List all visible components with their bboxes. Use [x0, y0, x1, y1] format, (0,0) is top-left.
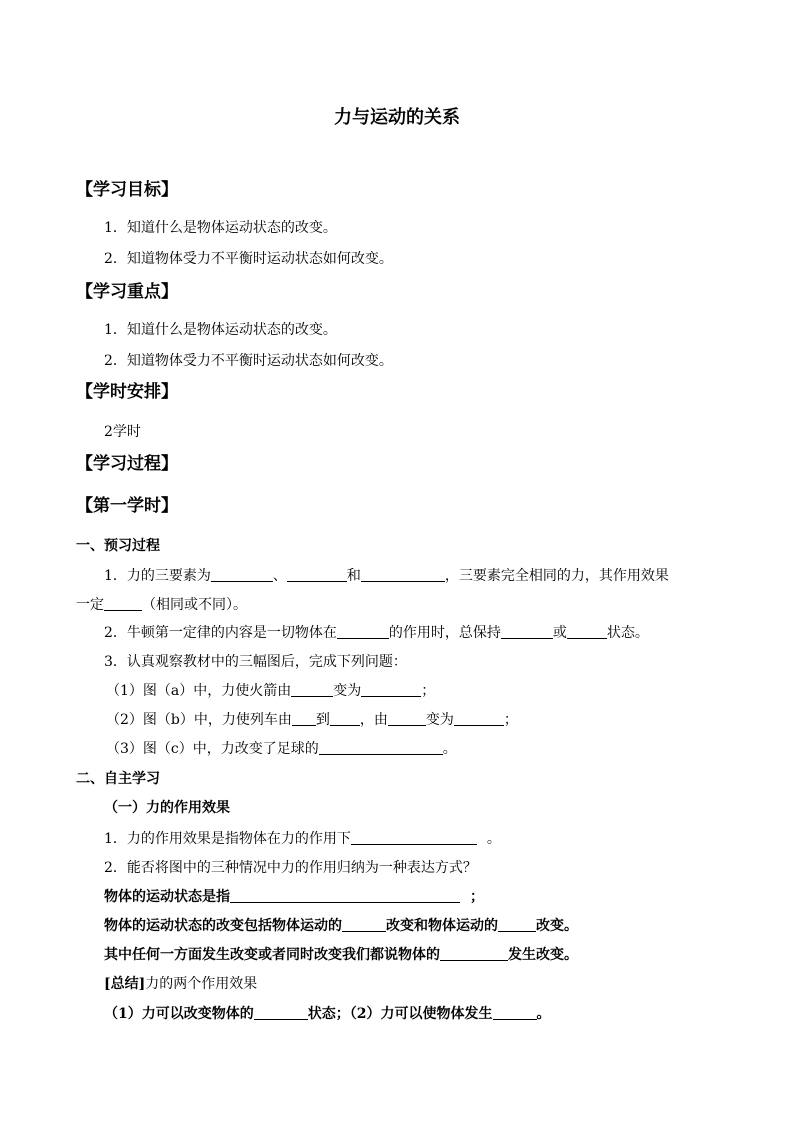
- objectives-heading: 【学习目标】: [76, 180, 178, 200]
- question-text: 1．力的作用效果是指物体在力的作用下: [104, 831, 351, 847]
- answer-blank[interactable]: [351, 830, 477, 845]
- effect-text: （1）力可以改变物体的: [104, 1006, 254, 1022]
- answer-blank[interactable]: [230, 888, 460, 903]
- focus-item: 1．知道什么是物体运动状态的改变。: [104, 322, 337, 338]
- schedule-text: 2学时: [104, 424, 141, 440]
- question-text: 到: [315, 712, 330, 728]
- statement-2: [104, 916, 578, 936]
- statement-text: 改变和物体运动的: [386, 918, 498, 934]
- answer-blank[interactable]: [361, 567, 445, 582]
- question-text: 或: [552, 625, 567, 641]
- question-text: （2）图（b）中，力使列车由: [106, 712, 292, 728]
- effect-text: 状态；（2）力可以使物体发生: [307, 1006, 493, 1022]
- statement-text: 其中任何一方面发生改变或者同时改变我们都说物体的: [104, 947, 440, 963]
- summary-line: [104, 974, 257, 994]
- document-title: 力与运动的关系: [334, 107, 460, 128]
- effects-line: [104, 1004, 551, 1024]
- answer-blank[interactable]: [319, 740, 443, 755]
- question-text: ，三要素完全相同的力，其作用效果: [444, 568, 669, 584]
- question-text: ；: [421, 683, 436, 699]
- focus-heading: 【学习重点】: [76, 282, 178, 302]
- statement-text: 改变。: [536, 918, 578, 934]
- question-text: 的作用时，总保持: [388, 625, 501, 641]
- question-text: 和: [346, 568, 361, 584]
- answer-blank[interactable]: [287, 567, 347, 582]
- objective-item: 1．知道什么是物体运动状态的改变。: [104, 220, 337, 236]
- summary-text: 力的两个作用效果: [145, 976, 258, 992]
- answer-blank[interactable]: [501, 624, 553, 639]
- question-text: ，由: [359, 712, 388, 728]
- part2-subheading: （一）力的作用效果: [104, 800, 230, 816]
- question-3: 3．认真观察教材中的三幅图后，完成下列问题：: [104, 654, 407, 670]
- objective-item: 2．知道物体受力不平衡时运动状态如何改变。: [104, 251, 393, 267]
- question-text: 。: [442, 741, 457, 757]
- answer-blank[interactable]: [440, 946, 508, 961]
- answer-blank[interactable]: [291, 682, 333, 697]
- answer-blank[interactable]: [211, 567, 273, 582]
- statement-text: ；: [470, 889, 484, 905]
- schedule-heading: 【学时安排】: [76, 382, 178, 402]
- answer-blank[interactable]: [337, 624, 389, 639]
- process-heading: 【学习过程】: [76, 454, 178, 474]
- answer-blank[interactable]: [342, 917, 386, 932]
- question-text: 1．力的三要素为: [104, 568, 211, 584]
- question-3-3: [106, 739, 457, 759]
- question-text: （3）图（c）中，力改变了足球的: [106, 741, 319, 757]
- answer-blank[interactable]: [104, 596, 142, 611]
- summary-label: [总结]: [104, 976, 146, 992]
- statement-1: [104, 887, 484, 907]
- effect-text: 。: [536, 1006, 551, 1022]
- answer-blank[interactable]: [254, 1005, 308, 1020]
- answer-blank[interactable]: [330, 711, 360, 726]
- part2-question-2: 2．能否将图中的三种情况中力的作用归纳为一种表达方式？: [104, 860, 477, 876]
- first-period-heading: 【第一学时】: [76, 496, 178, 516]
- statement-text: 物体的运动状态的改变包括物体运动的: [104, 918, 342, 934]
- part2-question-1: [104, 829, 501, 849]
- focus-item: 2．知道物体受力不平衡时运动状态如何改变。: [104, 353, 393, 369]
- answer-blank[interactable]: [454, 711, 504, 726]
- question-text: （1）图（a）中，力使火箭由: [106, 683, 292, 699]
- answer-blank[interactable]: [493, 1005, 537, 1020]
- statement-text: 物体的运动状态是指: [104, 889, 230, 905]
- statement-text: 发生改变。: [508, 947, 578, 963]
- question-text: 状态。: [606, 625, 649, 641]
- answer-blank[interactable]: [388, 711, 426, 726]
- question-text: 变为: [333, 683, 362, 699]
- statement-3: [104, 945, 578, 965]
- question-text: （相同或不同）。: [142, 597, 247, 613]
- question-text: ；: [503, 712, 518, 728]
- question-3-1: [106, 681, 435, 701]
- answer-blank[interactable]: [292, 711, 316, 726]
- answer-blank[interactable]: [567, 624, 607, 639]
- question-3-2: [106, 710, 518, 730]
- question-text: 变为: [425, 712, 454, 728]
- question-1-line-2: [76, 595, 247, 615]
- question-2: [104, 623, 649, 643]
- question-1-line-1: [104, 566, 669, 586]
- question-text: 一定: [76, 597, 104, 613]
- question-text: 2．牛顿第一定律的内容是一切物体在: [104, 625, 337, 641]
- question-text: 、: [272, 568, 287, 584]
- part2-heading: 二、自主学习: [76, 771, 160, 787]
- answer-blank[interactable]: [361, 682, 421, 697]
- part1-heading: 一、预习过程: [76, 538, 160, 554]
- answer-blank[interactable]: [498, 917, 536, 932]
- question-text: 。: [486, 831, 501, 847]
